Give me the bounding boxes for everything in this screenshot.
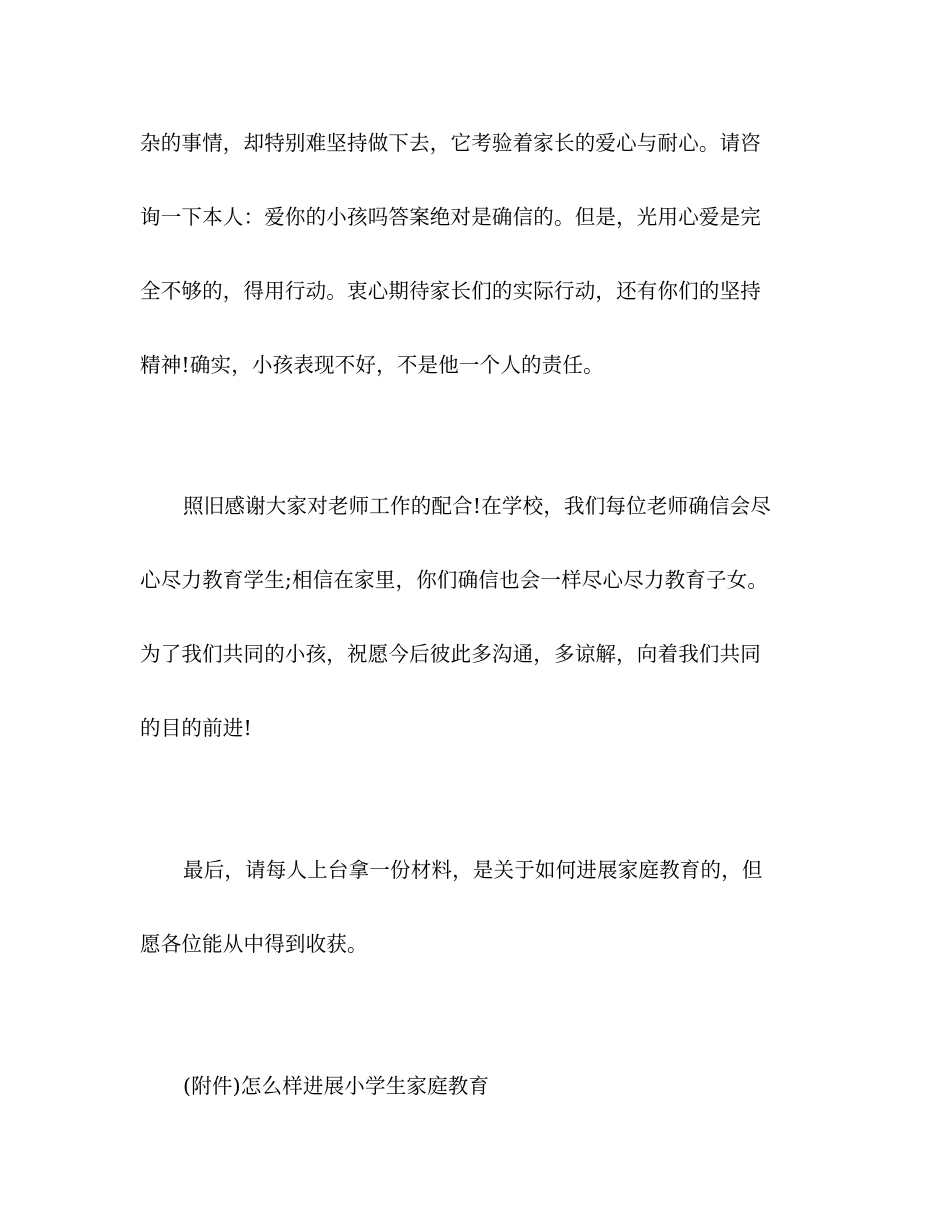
- attachment-heading: (附件)怎么样进展小学生家庭教育: [183, 1074, 490, 1098]
- paragraph-1-line-4: 精神!确实，小孩表现不好，不是他一个人的责任。: [140, 353, 604, 377]
- paragraph-2-line-3: 为了我们共同的小孩，祝愿今后彼此多沟通，多谅解，向着我们共同: [140, 642, 761, 666]
- paragraph-3-line-1: 最后，请每人上台拿一份材料，是关于如何进展家庭教育的，但: [183, 858, 763, 882]
- paragraph-3-line-2: 愿各位能从中得到收获。: [140, 932, 368, 956]
- paragraph-2-line-4: 的目的前进!: [140, 716, 252, 740]
- paragraph-1-line-3: 全不够的，得用行动。衷心期待家长们的实际行动，还有你们的坚持: [140, 279, 761, 303]
- paragraph-1-line-1: 杂的事情，却特别难坚持做下去，它考验着家长的爱心与耐心。请咨: [140, 131, 761, 155]
- paragraph-2-line-2: 心尽力教育学生;相信在家里，你们确信也会一样尽心尽力教育子女。: [140, 568, 769, 592]
- paragraph-1-line-2: 询一下本人：爱你的小孩吗答案绝对是确信的。但是，光用心爱是完: [140, 205, 761, 229]
- paragraph-2-line-1: 照旧感谢大家对老师工作的配合!在学校，我们每位老师确信会尽: [183, 494, 772, 518]
